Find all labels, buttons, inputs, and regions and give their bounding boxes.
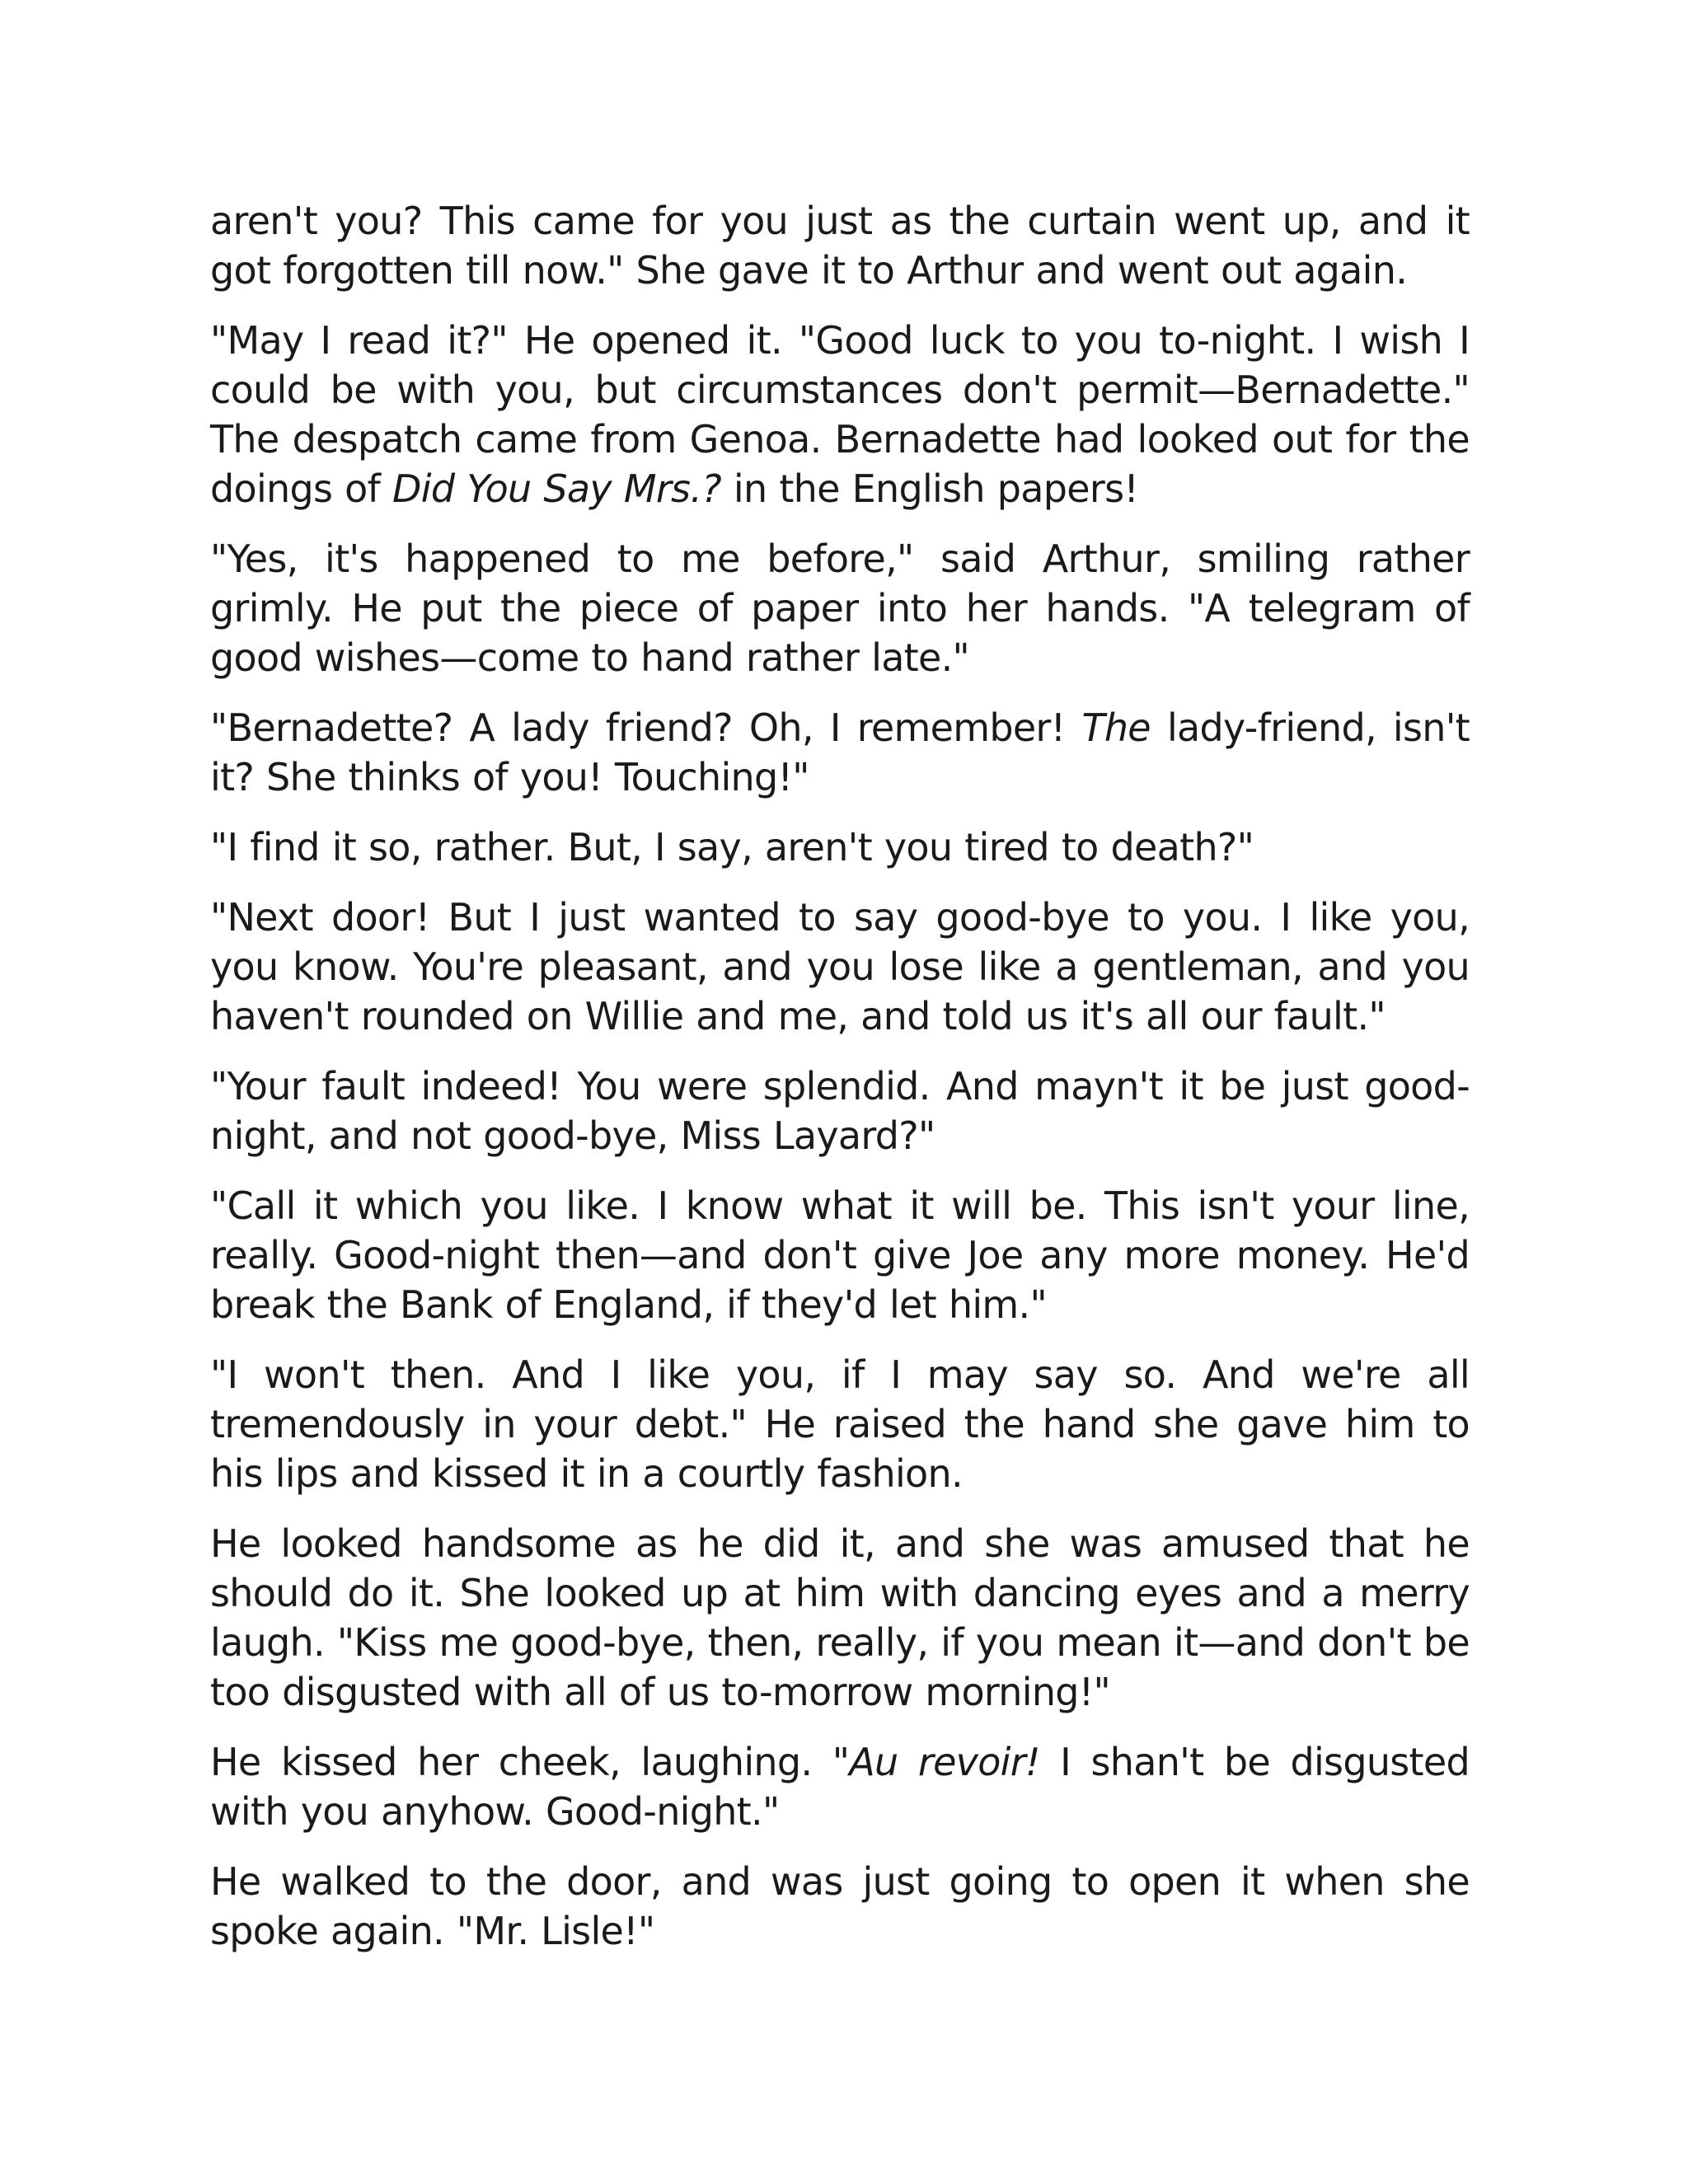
text-run: "Next door! But I just wanted to say good-bye to you. I like you, you know. You're pleasant, and you lose like a gentleman, and you haven't rounded on Willie and me, and told us it's all our fault." xyxy=(210,895,1470,1038)
text-run: He walked to the door, and was just going to open it when she spoke again. "Mr. Lisle!" xyxy=(210,1859,1470,1953)
text-run: He looked handsome as he did it, and she was amused that he should do it. She looked up at him with dancing eyes and a merry laugh. "Kiss me good-bye, then, really, if you mean it—and don't be too disgusted with all of us to-morrow morning!" xyxy=(210,1521,1470,1714)
text-run: lady-friend, isn't it? She thinks of you! Touching!" xyxy=(210,705,1470,799)
text-run: I shan't be disgusted with you anyhow. Good-night." xyxy=(210,1740,1470,1834)
italic-text-run: The xyxy=(1081,705,1151,750)
text-run: "Yes, it's happened to me before," said Arthur, smiling rather grimly. He put the piece of paper into her hands. "A telegram of good wishes—come to hand rather late." xyxy=(210,537,1470,680)
paragraph xyxy=(210,1062,1470,1160)
text-run: "I find it so, rather. But, I say, aren't you tired to death?" xyxy=(210,825,1254,869)
paragraph xyxy=(210,1857,1470,1956)
text-run: "Bernadette? A lady friend? Oh, I remember! xyxy=(210,705,1082,750)
text-run: He kissed her cheek, laughing. " xyxy=(210,1740,850,1784)
paragraph xyxy=(210,316,1470,513)
paragraph xyxy=(210,1181,1470,1329)
text-run: aren't you? This came for you just as the curtain went up, and it got forgotten till now." She gave it to Arthur and went out again. xyxy=(210,199,1470,293)
paragraph xyxy=(210,196,1470,295)
paragraph xyxy=(210,703,1470,802)
text-run: "May I read it?" He opened it. "Good luck to you to-night. I wish I could be with you, but circumstances don't permit—Bernadette." The despatch came from Genoa. Bernadette had looked out for the doings of xyxy=(210,318,1470,511)
paragraph xyxy=(210,893,1470,1041)
paragraph xyxy=(210,1519,1470,1717)
text-run: "Your fault indeed! You were splendid. And mayn't it be just good-night, and not good-bye, Miss Layard?" xyxy=(210,1064,1470,1158)
paragraph xyxy=(210,1737,1470,1836)
page-body xyxy=(210,196,1470,1976)
italic-text-run: Did You Say Mrs.? xyxy=(392,466,721,511)
paragraph xyxy=(210,534,1470,682)
paragraph xyxy=(210,1350,1470,1498)
italic-text-run: Au revoir! xyxy=(849,1740,1040,1784)
text-run: "Call it which you like. I know what it will be. This isn't your line, really. Good-night then—and don't give Joe any more money. He'd break the Bank of England, if they'd let him." xyxy=(210,1183,1470,1327)
text-run: in the English papers! xyxy=(720,466,1139,511)
paragraph xyxy=(210,823,1470,872)
text-run: "I won't then. And I like you, if I may say so. And we're all tremendously in your debt." He raised the hand she gave him to his lips and kissed it in a courtly fashion. xyxy=(210,1352,1470,1496)
